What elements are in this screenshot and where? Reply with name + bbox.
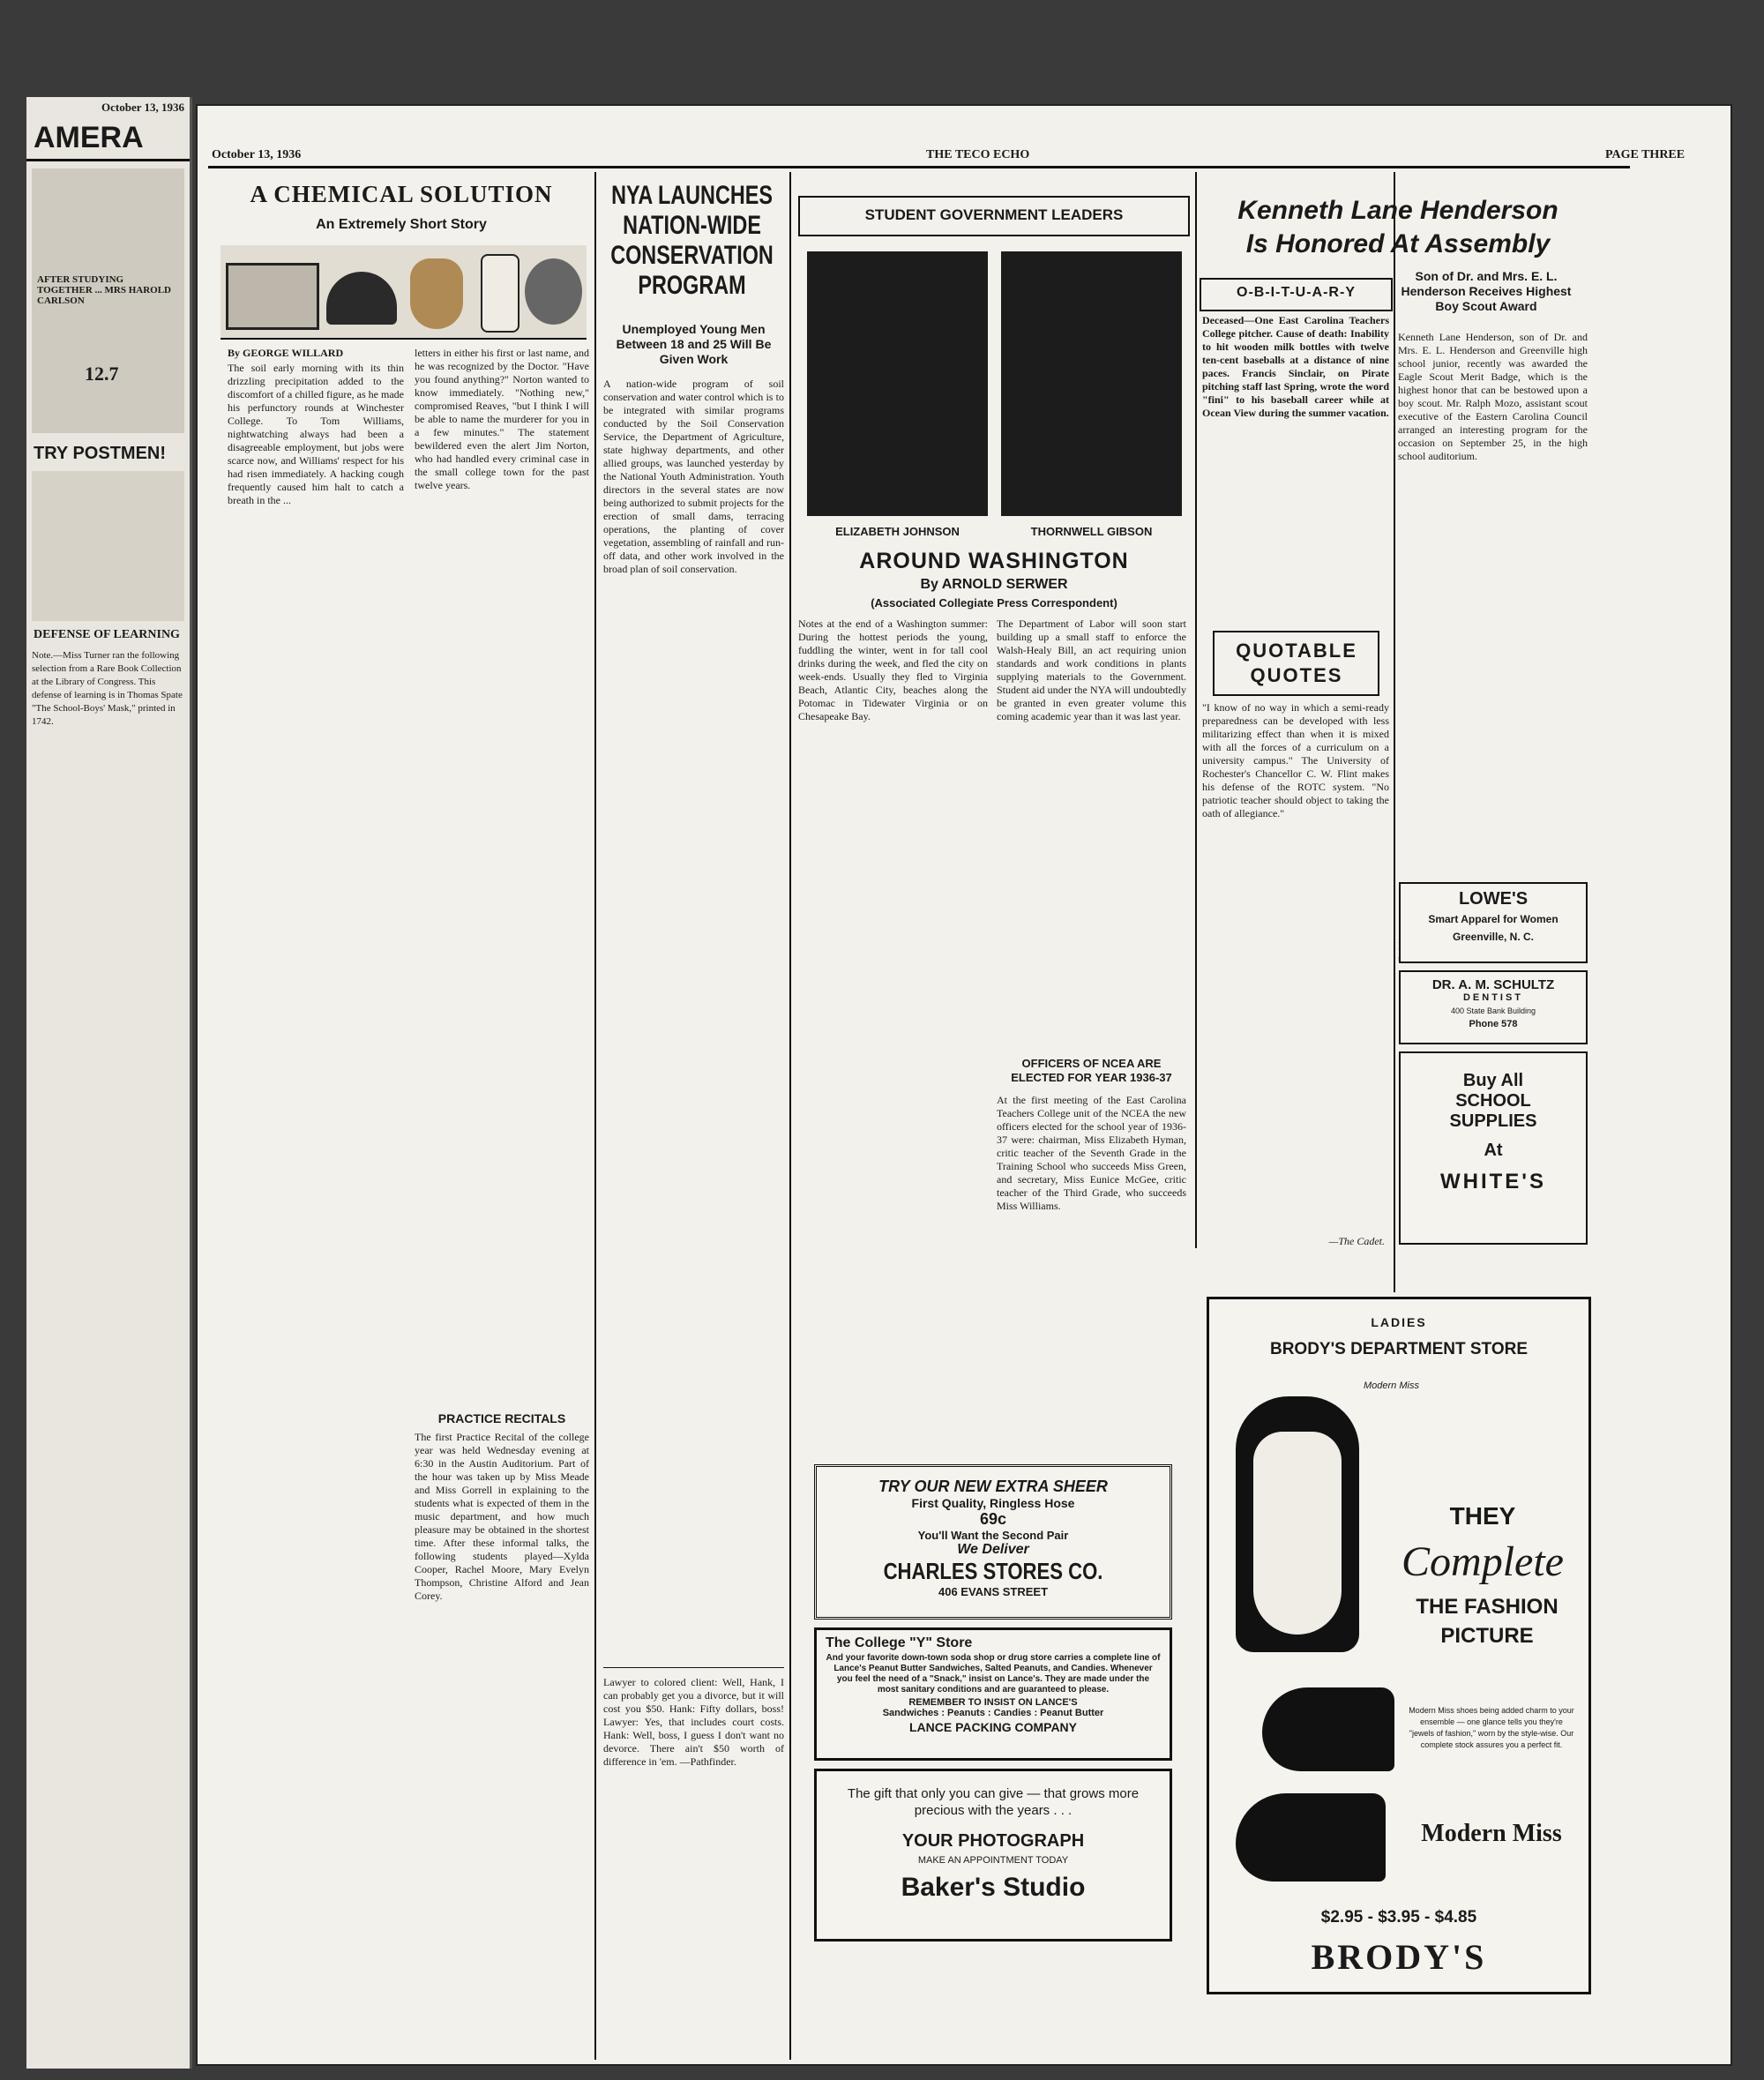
- bakers-name: Baker's Studio: [901, 1873, 1086, 1902]
- obituary-title: O-B-I-T-U-A-R-Y: [1237, 285, 1356, 300]
- lawyer-joke: Lawyer to colored client: Well, Hank, I can probably get you a divorce, but it will cost you $50. Hank: Fifty dollars, boss! Lawyer: Yes, that includes court costs. Hank: Well, boss, I guess I don't want no devorce. There ain't $50 worth of difference in 'em. —Pathfinder.: [603, 1676, 784, 1768]
- cartoon-caption: AFTER STUDYING TOGETHER ... MRS HAROLD CARLSON: [37, 274, 171, 306]
- practice-text: The first Practice Recital of the college year was held Wednesday evening at 6:30 in the Austin Auditorium. Part of the hour was taken up by Miss Meade and Miss Gorrell in explaining to the students what is expected of them in the music department, and how much pleasure may be obtained in the shortest time. After these informal talks, the following students played—Xylda Cooper, Rachel Moore, Mary Evelyn Thompson, Christine Alford and Jean Corey.: [415, 1431, 589, 1602]
- charles-price: 69c: [979, 1510, 1007, 1528]
- chemical-column-1: The soil early morning with its thin drizzling precipitation added to the discomfort of a chilled figure, as he made his perfunctory rounds at Winchester College. To Tom Williams, nightwatching always had been a disagreeable employment, but jobs were scarce now, and Williams' respect for his had risen immediately. A hacking cough frequently caused him halt to catch a breath in the ...: [228, 362, 404, 506]
- washington-column-2: The Department of Labor will soon start building up a small staff to enforce the Walsh-Healy Bill, an act requiring union standards and work conditions in plants supplying materials to the Government. Student aid under the NYA will undoubtedly be granted in even greater volume this coming academic year than it was last year.: [997, 617, 1186, 722]
- brodys-they: THEY: [1449, 1502, 1516, 1530]
- masthead-date: October 13, 1936: [212, 148, 302, 161]
- thornwell-gibson-photo: [1001, 251, 1182, 516]
- college-y-company: LANCE PACKING COMPANY: [908, 1720, 1078, 1734]
- figure-dress: [1253, 1432, 1342, 1635]
- henderson-subhead: Son of Dr. and Mrs. E. L. Henderson Receives Highest Boy Scout Award: [1401, 269, 1572, 313]
- lowes-line: Smart Apparel for Women: [1428, 913, 1558, 925]
- chemical-subhead: An Extremely Short Story: [316, 217, 487, 232]
- previous-page-header: AMERA: [26, 117, 190, 161]
- ncea-headline: OFFICERS OF NCEA ARE ELECTED FOR YEAR 1936-37: [1011, 1057, 1172, 1084]
- brodys-store: BRODY'S DEPARTMENT STORE: [1269, 1340, 1528, 1358]
- ncea-text: At the first meeting of the East Carolina Teachers College unit of the NCEA the new officers elected for the school year of 1936-37 were: chairman, Miss Elizabeth Hyman, critic teacher of the Seventh Grade in the Training School who succeeds Miss Green, and secretary, Miss Eunice McGee, critic teacher of the Third Grade, who succeeds Miss Williams.: [997, 1094, 1186, 1212]
- elizabeth-johnson-photo: [807, 251, 988, 516]
- schultz-phone: Phone 578: [1469, 1019, 1518, 1029]
- brodys-name: BRODY'S: [1311, 1937, 1487, 1977]
- distillation-icon: [326, 272, 397, 325]
- elizabeth-johnson-caption: ELIZABETH JOHNSON: [835, 525, 960, 538]
- whites-line1: Buy All: [1462, 1071, 1524, 1090]
- practice-headline: PRACTICE RECITALS: [437, 1411, 566, 1425]
- bakers-line1: The gift that only you can give — that grows more precious with the years . . .: [847, 1786, 1140, 1818]
- bakers-studio-ad[interactable]: [814, 1769, 1172, 1942]
- previous-page-section-b: DEFENSE OF LEARNING: [34, 628, 180, 641]
- charles-line1: TRY OUR NEW EXTRA SHEER: [878, 1478, 1108, 1495]
- college-y-remind: REMEMBER TO INSIST ON LANCE'S: [908, 1697, 1078, 1708]
- washington-column-1: Notes at the end of a Washington summer: During the hottest periods the young, fuddling the winter, went in for tall cool drinks during the week, and fled the city on week-ends. Usually they fled to Virginia Beach, Atlantic City, beaches along the Potomac in Tidewater Virginia or on Chesapeake Bay.: [798, 617, 988, 722]
- test-tube-rack-icon: [226, 263, 319, 330]
- charles-line4: We Deliver: [957, 1542, 1029, 1557]
- bakers-line3: MAKE AN APPOINTMENT TODAY: [917, 1855, 1069, 1866]
- nya-headline: NYA LAUNCHES NATION-WIDE CONSERVATION PROGRAM: [610, 181, 774, 300]
- lowes-name: LOWE'S: [1458, 889, 1529, 909]
- charles-line2: First Quality, Ringless Hose: [911, 1496, 1075, 1510]
- chemical-byline: By GEORGE WILLARD: [228, 347, 344, 359]
- cartoon-stat: 12.7: [85, 363, 119, 385]
- lab-illustration: [220, 245, 587, 340]
- shoe-icon-2: [1236, 1793, 1386, 1882]
- charles-address: 406 EVANS STREET: [938, 1585, 1049, 1598]
- charles-line3: You'll Want the Second Pair: [917, 1529, 1069, 1542]
- whites-line4: At: [1484, 1141, 1503, 1160]
- brodys-brand-big: Modern Miss: [1421, 1820, 1562, 1847]
- college-y-text: And your favorite down-town soda shop or drug store carries a complete line of Lance's Peanut Butter Sandwiches, Salted Peanuts, and Candies. Whenever you feel the need of a "Snack," insist on Lance's. They are made under the most sanitary conditions and are guaranteed to please.: [826, 1653, 1161, 1695]
- brodys-picture: PICTURE: [1440, 1624, 1534, 1648]
- henderson-headline-2: Is Honored At Assembly: [1245, 229, 1551, 258]
- thornwell-gibson-caption: THORNWELL GIBSON: [1030, 525, 1153, 538]
- henderson-headline-1: Kenneth Lane Henderson: [1237, 196, 1558, 225]
- washington-headline: AROUND WASHINGTON: [859, 549, 1129, 573]
- brodys-fashion: THE FASHION: [1416, 1595, 1558, 1619]
- flask-icon: [410, 258, 463, 329]
- brodys-prices: $2.95 - $3.95 - $4.85: [1320, 1908, 1477, 1927]
- chemical-headline: A CHEMICAL SOLUTION: [250, 181, 553, 207]
- chemical-column-2: letters in either his first or last name, and he was recognized by the Doctor. "Have you found anything?" Norton wanted to know immediately. "Nothing new," compromised Reaves, "but I think I will be able to name the murderer for you in a few minutes." The statement bewildered even the alert Jim Norton, who had handled every criminal case in the small college town for the past twelve years.: [415, 347, 589, 491]
- nya-text: A nation-wide program of soil conservation and water control which is to be integrated with similar programs conducted by the Soil Conservation Service, the Department of Agriculture, state highway departments, and other allied groups, was launched yesterday by the National Youth Administration. Youth directors in the several states are now being authorized to submit projects for the erection of small dams, terracing operations, the planting of cover vegetation, assembling of rainfall and run-off data, and other work involved in the broad plan of soil conservation.: [603, 378, 784, 575]
- charles-name: CHARLES STORES CO.: [883, 1558, 1103, 1584]
- whites-line2: SCHOOL: [1455, 1091, 1531, 1111]
- leaders-title: STUDENT GOVERNMENT LEADERS: [864, 206, 1124, 223]
- brodys-blurb: Modern Miss shoes being added charm to your ensemble — one glance tells you they're "jewels of fashion," worn by the style-wise. Our complete stock assures you a perfect fit.: [1409, 1706, 1574, 1749]
- previous-page-section-a: TRY POSTMEN!: [34, 444, 167, 463]
- college-y-items: Sandwiches : Peanuts : Candies : Peanut Butter: [882, 1708, 1104, 1718]
- microscope-slide-icon: [525, 258, 582, 325]
- college-y-store-ad[interactable]: [814, 1627, 1172, 1761]
- schultz-name: DR. A. M. SCHULTZ: [1431, 977, 1555, 992]
- henderson-text: Kenneth Lane Henderson, son of Dr. and Mrs. E. L. Henderson and Greenville high school junior, recently was awarded the Eagle Scout Merit Badge, which is the highest honor that can be bestowed upon a boy scout. Mr. Ralph Mozo, assistant scout executive of the Eastern Carolina Council arranged an interesting program for the occasion on September 25, in the high school auditorium.: [1398, 331, 1588, 462]
- bottle-icon: [481, 254, 519, 333]
- whites-name: WHITE'S: [1439, 1170, 1547, 1193]
- quotable-cadet: —The Cadet.: [1328, 1235, 1385, 1247]
- lowes-city: Greenville, N. C.: [1452, 931, 1535, 943]
- shoe-icon-1: [1262, 1687, 1394, 1771]
- schultz-title: DENTIST: [1462, 992, 1524, 1003]
- cartoon: [32, 168, 184, 433]
- previous-page-date: October 13, 1936: [101, 101, 184, 114]
- quotable-title: QUOTABLE QUOTES: [1236, 640, 1357, 686]
- bakers-line2: YOUR PHOTOGRAPH: [901, 1831, 1085, 1851]
- whites-line3: SUPPLIES: [1449, 1111, 1537, 1131]
- previous-page-text: Note.—Miss Turner ran the following selection from a Rare Book Collection at the Library of Congress. This defense of learning is in Thomas Spate "The School-Boys' Mask," printed in 1742.: [32, 650, 183, 727]
- brodys-complete: Complete: [1401, 1538, 1564, 1585]
- masthead-rule: [208, 166, 1630, 168]
- nya-subhead: Unemployed Young Men Between 18 and 25 Will Be Given Work: [616, 322, 772, 366]
- brodys-ad[interactable]: [1207, 1297, 1591, 1994]
- modern-miss-logo: Modern Miss: [1364, 1380, 1419, 1391]
- schultz-address: 400 State Bank Building: [1450, 1006, 1536, 1015]
- masthead-paper: THE TECO ECHO: [926, 148, 1030, 161]
- masthead-page: PAGE THREE: [1605, 148, 1686, 161]
- obituary-text: Deceased—One East Carolina Teachers College pitcher. Cause of death: Inability to hit wooden milk bottles with twelve ten-cent baseballs at a distance of nine paces. Francis Sinclair, on Pirate pitching staff last Spring, wrote the word "fini" to his baseball career while at Ocean View during the summer vacation.: [1202, 314, 1389, 419]
- schultz-ad[interactable]: [1399, 970, 1588, 1044]
- whites-ad[interactable]: [1399, 1051, 1588, 1245]
- brodys-top: LADIES: [1371, 1315, 1427, 1329]
- washington-credit: (Associated Collegiate Press Correspondent): [871, 596, 1117, 610]
- previous-page: [26, 97, 192, 2069]
- quotable-text: "I know of no way in which a semi-ready preparedness can be developed with less militarizing effect than when it is mixed with all the forces of a curriculum on a university campus." The University of Rochester's Chancellor C. W. Flint makes his defense of the ROTC system. "No patriotic teacher should object to taking the oath of allegiance.": [1202, 701, 1389, 819]
- lowes-ad[interactable]: [1399, 882, 1588, 963]
- college-y-title: The College "Y" Store: [826, 1635, 973, 1650]
- charles-stores-ad[interactable]: [814, 1464, 1172, 1620]
- washington-byline: By ARNOLD SERWER: [920, 577, 1068, 592]
